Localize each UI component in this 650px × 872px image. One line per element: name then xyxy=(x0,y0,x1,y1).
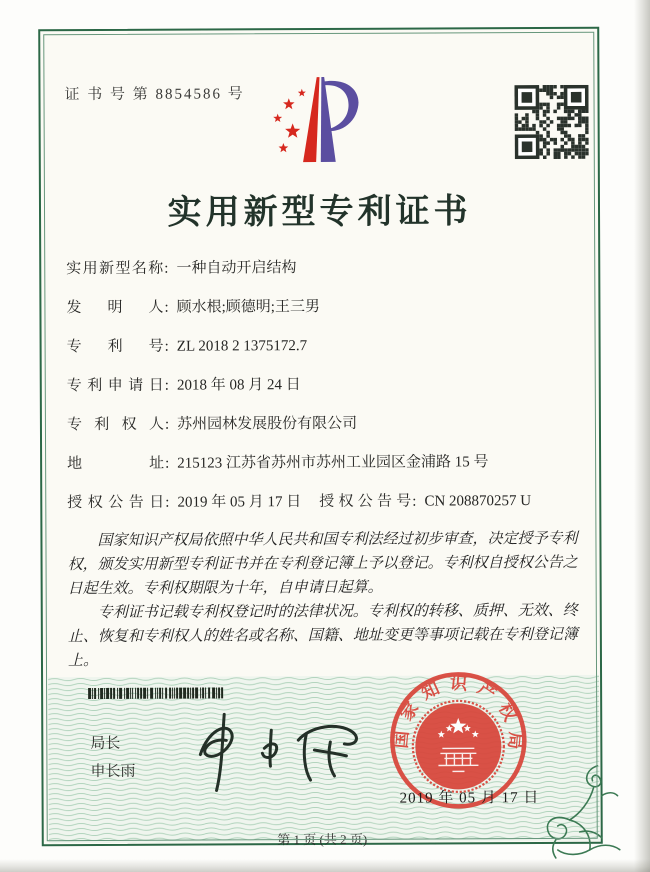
field-value: 苏州园林发展股份有限公司 xyxy=(177,415,358,433)
legal-text xyxy=(67,527,590,673)
page-number: 第 1 页 (共 2 页) xyxy=(277,831,368,848)
field-value: 一种自动开启结构 xyxy=(176,260,297,277)
photo-edge-shadow-bottom xyxy=(0,859,650,872)
field-row-patentee: 专利权人: 苏州园林发展股份有限公司 xyxy=(66,415,358,434)
signature-icon xyxy=(186,706,371,799)
signer-title: 局长 xyxy=(90,735,121,753)
cnipa-logo-icon xyxy=(264,72,376,168)
field-value: 215123 江苏省苏州市苏州工业园区金浦路 15 号 xyxy=(177,454,489,472)
field-label: 授权公告日 xyxy=(67,494,165,512)
field-value: CN 208870257 U xyxy=(424,493,532,510)
qr-code xyxy=(514,85,588,159)
legal-paragraph-1: 国家知识产权局依照中华人民共和国专利法经过初步审查，决定授予专利权，颁发实用新型专利证书并在专利登记簿上予以登记。专利权自授权公告之日起生效。专利权期限为十年，自申请日起算。 xyxy=(67,530,578,598)
field-row-patent-no: 专利号: ZL 2018 2 1375172.7 xyxy=(66,338,308,356)
certificate-fields xyxy=(66,257,582,532)
field-label: 专利权人 xyxy=(66,416,164,434)
field-grant-date: 授权公告日: 2019 年 05 月 17 日 xyxy=(67,494,302,512)
signer-block xyxy=(90,730,135,786)
field-row-grant xyxy=(67,491,582,513)
field-row-filing-date: 专利申请日: 2018 年 08 月 24 日 xyxy=(66,377,301,395)
field-grant-number: 授权公告号: CN 208870257 U xyxy=(319,493,532,511)
field-label: 授权公告号 xyxy=(319,493,412,511)
seal-date: 2019 年 05 月 17 日 xyxy=(399,790,540,807)
patent-certificate-page xyxy=(38,27,603,846)
barcode xyxy=(88,687,246,699)
field-value: 2018 年 08 月 24 日 xyxy=(176,377,301,394)
seal-text: 国家知识产权局 xyxy=(390,672,527,760)
field-label: 实用新型名称 xyxy=(66,260,164,278)
field-label: 发明人 xyxy=(66,299,164,317)
field-label: 专利号 xyxy=(66,338,164,356)
field-row-inventors: 发明人: 顾水根;顾德明;王三男 xyxy=(66,299,320,317)
photo-edge-shadow-right xyxy=(634,0,650,872)
field-row-address: 地址: 215123 江苏省苏州市苏州工业园区金浦路 15 号 xyxy=(67,454,489,473)
field-label: 地址 xyxy=(67,455,165,473)
field-value: 2019 年 05 月 17 日 xyxy=(177,494,302,511)
field-value: 顾水根;顾德明;王三男 xyxy=(176,299,320,316)
legal-paragraph-2: 专利证书记载专利权登记时的法律状况。专利权的转移、质押、无效、终止、恢复和专利权人的姓名或名称、国籍、地址变更等事项记载在专利登记簿上。 xyxy=(67,602,578,670)
corner-flourish-icon xyxy=(535,762,623,860)
signer-name: 申长雨 xyxy=(90,763,136,781)
field-label: 专利申请日 xyxy=(66,377,164,395)
certificate-number: 证 书 号 第 8854586 号 xyxy=(64,86,245,104)
field-row-name: 实用新型名称: 一种自动开启结构 xyxy=(66,260,297,278)
field-value: ZL 2018 2 1375172.7 xyxy=(176,338,308,355)
certificate-title: 实用新型专利证书 xyxy=(167,193,472,232)
